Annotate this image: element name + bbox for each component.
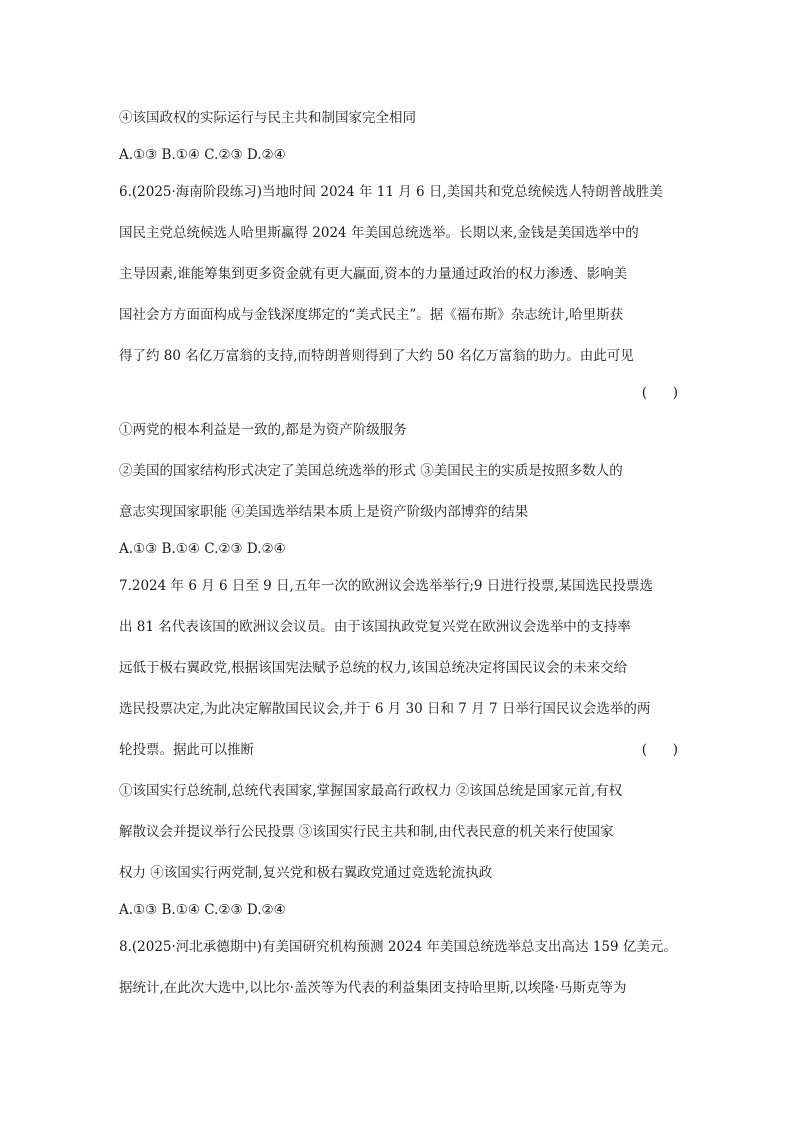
q7-options-2-3: 解散议会并提议举行公民投票 ③该国实行民主共和制,由代表民意的机关来行使国家	[119, 824, 614, 840]
q7-options-3-4: 权力 ④该国实行两党制,复兴党和极右翼政党通过竞选轮流执政	[119, 865, 493, 881]
q7-stem-line-4: 选民投票决定,为此决定解散国民议会,并于 6 月 30 日和 7 月 7 日举行国民议会选举的两	[119, 701, 651, 717]
q7-stem-line-5: 轮投票。据此可以推断	[119, 742, 254, 758]
q6-stem-line-3: 主导因素,谁能筹集到更多资金就有更大赢面,资本的力量通过政治的权力渗透、影响美	[119, 266, 628, 282]
q7-options-1-2: ①该国实行总统制,总统代表国家,掌握国家最高行政权力 ②该国总统是国家元首,有权	[119, 783, 623, 799]
q7-answer-bracket: ( )	[641, 742, 678, 758]
q8-stem-line-2: 据统计,在此次大选中,以比尔·盖茨等为代表的利益集团支持哈里斯,以埃隆·马斯克等为	[119, 980, 627, 996]
q6-option-1: ①两党的根本利益是一致的,都是为资产阶级服务	[119, 422, 407, 438]
q6-options-2-3: ②美国的国家结构形式决定了美国总统选举的形式 ③美国民主的实质是按照多数人的	[119, 463, 623, 479]
q7-stem-line-3: 远低于极右翼政党,根据该国宪法赋予总统的权力,该国总统决定将国民议会的未来交给	[119, 660, 628, 676]
q6-options-3-4: 意志实现国家职能 ④美国选举结果本质上是资产阶级内部博弈的结果	[119, 504, 529, 520]
q6-stem-line-1: 6.(2025·海南阶段练习)当地时间 2024 年 11 月 6 日,美国共和党总统候选人特朗普战胜美	[119, 184, 663, 200]
q5-option-4: ④该国政权的实际运行与民主共和制国家完全相同	[119, 110, 416, 126]
q6-stem-line-4: 国社会方方面面构成与金钱深度绑定的“美式民主”。据《福布斯》杂志统计,哈里斯获	[119, 307, 624, 323]
q7-stem-line-1: 7.2024 年 6 月 6 日至 9 日,五年一次的欧洲议会选举举行;9 日进行投票,某国选民投票选	[119, 578, 654, 594]
q7-stem-line-2: 出 81 名代表该国的欧洲议会议员。由于该国执政党复兴党在欧洲议会选举中的支持率	[119, 619, 631, 635]
q5-answer-choices: A.①③ B.①④ C.②③ D.②④	[119, 147, 286, 163]
q6-answer-choices: A.①③ B.①④ C.②③ D.②④	[119, 541, 286, 557]
q6-stem-line-5: 得了约 80 名亿万富翁的支持,而特朗普则得到了大约 50 名亿万富翁的助力。由此可见	[119, 348, 634, 364]
q6-answer-bracket: ( )	[641, 385, 678, 401]
q8-stem-line-1: 8.(2025·河北承德期中)有美国研究机构预测 2024 年美国总统选举总支出高达 159 亿美元。	[119, 939, 677, 955]
q6-stem-line-2: 国民主党总统候选人哈里斯赢得 2024 年美国总统选举。长期以来,金钱是美国选举中的	[119, 225, 639, 241]
q7-answer-choices: A.①③ B.①④ C.②③ D.②④	[119, 902, 286, 918]
